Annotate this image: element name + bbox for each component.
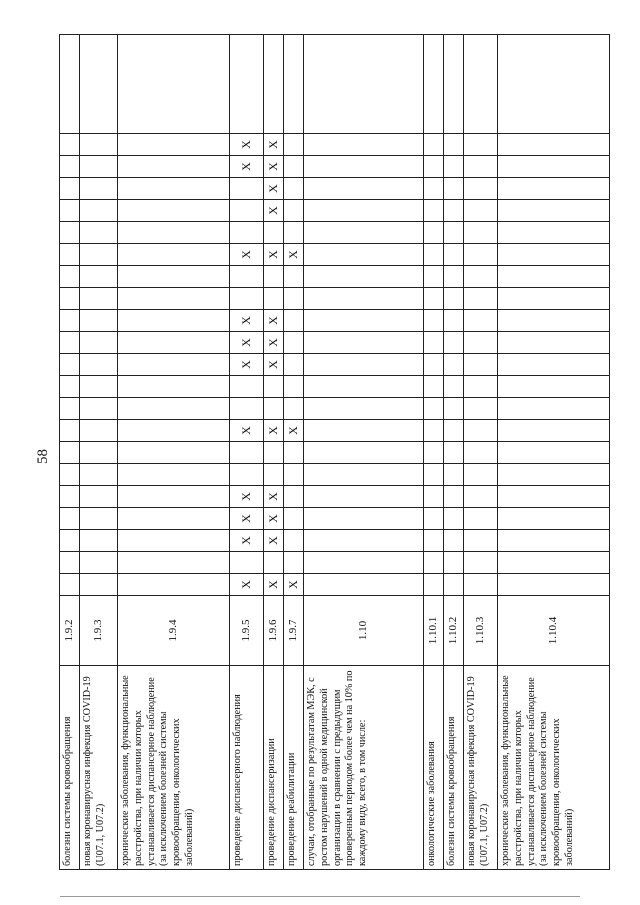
empty-cell — [80, 134, 118, 156]
empty-cell — [60, 288, 80, 310]
row-code: 1.10.2 — [444, 596, 464, 666]
empty-cell — [80, 156, 118, 178]
cross-mark: X — [264, 332, 284, 354]
empty-cell — [230, 288, 264, 310]
empty-cell — [444, 178, 464, 200]
row-label: случаи, отобранные по результатам МЭК, с ростом нарушений в одной медицинской организации в сравнении с предыдущим проверенным периодом более чем на 10% по каждому виду, всего, в том числе: — [304, 666, 424, 870]
table-row — [498, 35, 610, 870]
empty-cell — [498, 35, 610, 134]
empty-cell — [444, 420, 464, 442]
empty-cell — [230, 398, 264, 420]
row-code: 1.9.2 — [60, 596, 80, 666]
row-label: хронические заболевания, функциональные расстройства, при наличии которых устанавливается диспансерное наблюдение (за исключением болезней системы кровообращения, онкологических заболеваний) — [498, 666, 610, 870]
empty-cell — [60, 398, 80, 420]
empty-cell — [464, 354, 498, 376]
empty-cell — [444, 442, 464, 464]
row-code: 1.10.4 — [498, 596, 610, 666]
empty-cell — [284, 35, 304, 134]
empty-cell — [60, 134, 80, 156]
empty-cell — [118, 530, 230, 552]
empty-cell — [498, 574, 610, 596]
empty-cell — [80, 376, 118, 398]
empty-cell — [60, 552, 80, 574]
empty-cell — [284, 486, 304, 508]
empty-cell — [284, 156, 304, 178]
empty-cell — [60, 156, 80, 178]
empty-cell — [80, 244, 118, 266]
empty-cell — [464, 134, 498, 156]
table-row — [304, 35, 424, 870]
empty-cell — [264, 288, 284, 310]
empty-cell — [424, 35, 444, 134]
empty-cell — [304, 376, 424, 398]
table-row — [118, 35, 230, 870]
empty-cell — [118, 420, 230, 442]
empty-cell — [498, 442, 610, 464]
empty-cell — [118, 156, 230, 178]
table-row — [284, 35, 304, 870]
empty-cell — [464, 266, 498, 288]
empty-cell — [498, 310, 610, 332]
empty-cell — [80, 332, 118, 354]
empty-cell — [424, 200, 444, 222]
empty-cell — [444, 464, 464, 486]
empty-cell — [498, 508, 610, 530]
empty-cell — [464, 156, 498, 178]
empty-cell — [264, 552, 284, 574]
empty-cell — [464, 552, 498, 574]
empty-cell — [424, 552, 444, 574]
empty-cell — [424, 310, 444, 332]
empty-cell — [118, 552, 230, 574]
empty-cell — [230, 376, 264, 398]
empty-cell — [444, 288, 464, 310]
cross-mark: X — [284, 574, 304, 596]
empty-cell — [60, 222, 80, 244]
empty-cell — [60, 244, 80, 266]
empty-cell — [464, 486, 498, 508]
empty-cell — [444, 156, 464, 178]
empty-cell — [60, 200, 80, 222]
empty-cell — [444, 508, 464, 530]
cross-mark: X — [230, 244, 264, 266]
empty-cell — [498, 156, 610, 178]
empty-cell — [60, 354, 80, 376]
empty-cell — [424, 288, 444, 310]
empty-cell — [60, 530, 80, 552]
table-row — [264, 35, 284, 870]
empty-cell — [80, 574, 118, 596]
empty-cell — [60, 464, 80, 486]
empty-cell — [80, 266, 118, 288]
cross-mark: X — [264, 134, 284, 156]
row-label: проведение диспансеризации — [264, 666, 284, 870]
empty-cell — [498, 332, 610, 354]
empty-cell — [498, 134, 610, 156]
cross-mark: X — [284, 420, 304, 442]
empty-cell — [80, 486, 118, 508]
row-label: новая коронавирусная инфекция COVID-19 (U07.1, U07.2) — [464, 666, 498, 870]
empty-cell — [284, 266, 304, 288]
row-code: 1.10.3 — [464, 596, 498, 666]
empty-cell — [464, 398, 498, 420]
cross-mark: X — [264, 486, 284, 508]
cross-mark: X — [264, 310, 284, 332]
empty-cell — [304, 134, 424, 156]
empty-cell — [304, 398, 424, 420]
cross-mark: X — [264, 530, 284, 552]
row-label: онкологические заболевания — [424, 666, 444, 870]
empty-cell — [424, 464, 444, 486]
cross-mark: X — [264, 178, 284, 200]
empty-cell — [284, 442, 304, 464]
empty-cell — [424, 398, 444, 420]
empty-cell — [284, 464, 304, 486]
cross-mark: X — [230, 156, 264, 178]
empty-cell — [464, 530, 498, 552]
row-code: 1.10.1 — [424, 596, 444, 666]
rotated-table-wrapper — [59, 34, 609, 870]
row-label: хронические заболевания, функциональные расстройства, при наличии которых устанавливается диспансерное наблюдение (за исключением болезней системы кровообращения, онкологических заболеваний) — [118, 666, 230, 870]
empty-cell — [464, 35, 498, 134]
empty-cell — [118, 486, 230, 508]
empty-cell — [80, 222, 118, 244]
empty-cell — [284, 376, 304, 398]
empty-cell — [498, 222, 610, 244]
row-code: 1.9.5 — [230, 596, 264, 666]
empty-cell — [304, 420, 424, 442]
empty-cell — [444, 310, 464, 332]
empty-cell — [498, 420, 610, 442]
cross-mark: X — [264, 574, 284, 596]
empty-cell — [284, 288, 304, 310]
empty-cell — [424, 530, 444, 552]
empty-cell — [230, 442, 264, 464]
table-row — [80, 35, 118, 870]
empty-cell — [424, 178, 444, 200]
cross-mark: X — [264, 508, 284, 530]
cross-mark: X — [264, 156, 284, 178]
empty-cell — [80, 442, 118, 464]
empty-cell — [444, 574, 464, 596]
empty-cell — [60, 486, 80, 508]
empty-cell — [118, 134, 230, 156]
empty-cell — [60, 332, 80, 354]
empty-cell — [304, 35, 424, 134]
empty-cell — [264, 35, 284, 134]
empty-cell — [230, 266, 264, 288]
empty-cell — [80, 530, 118, 552]
empty-cell — [304, 574, 424, 596]
empty-cell — [118, 376, 230, 398]
empty-cell — [284, 134, 304, 156]
empty-cell — [444, 200, 464, 222]
empty-cell — [444, 486, 464, 508]
empty-cell — [444, 35, 464, 134]
empty-cell — [498, 200, 610, 222]
empty-cell — [498, 244, 610, 266]
empty-cell — [424, 442, 444, 464]
empty-cell — [464, 222, 498, 244]
empty-cell — [444, 222, 464, 244]
empty-cell — [80, 508, 118, 530]
empty-cell — [60, 508, 80, 530]
empty-cell — [230, 35, 264, 134]
empty-cell — [464, 420, 498, 442]
cross-mark: X — [230, 420, 264, 442]
empty-cell — [464, 464, 498, 486]
empty-cell — [80, 310, 118, 332]
empty-cell — [464, 376, 498, 398]
empty-cell — [424, 354, 444, 376]
empty-cell — [304, 530, 424, 552]
cross-mark: X — [264, 420, 284, 442]
empty-cell — [284, 398, 304, 420]
empty-cell — [464, 178, 498, 200]
empty-cell — [464, 508, 498, 530]
empty-cell — [464, 442, 498, 464]
empty-cell — [304, 332, 424, 354]
empty-cell — [60, 442, 80, 464]
empty-cell — [60, 376, 80, 398]
cross-mark: X — [230, 486, 264, 508]
empty-cell — [230, 178, 264, 200]
empty-cell — [498, 266, 610, 288]
empty-cell — [304, 354, 424, 376]
empty-cell — [80, 420, 118, 442]
empty-cell — [444, 354, 464, 376]
cross-mark: X — [230, 310, 264, 332]
empty-cell — [498, 530, 610, 552]
empty-cell — [264, 398, 284, 420]
empty-cell — [304, 178, 424, 200]
empty-cell — [464, 310, 498, 332]
empty-cell — [60, 574, 80, 596]
empty-cell — [80, 552, 118, 574]
empty-cell — [118, 442, 230, 464]
cross-mark: X — [264, 244, 284, 266]
empty-cell — [118, 244, 230, 266]
empty-cell — [284, 222, 304, 244]
row-code: 1.9.7 — [284, 596, 304, 666]
empty-cell — [444, 530, 464, 552]
table-row — [60, 35, 80, 870]
empty-cell — [444, 134, 464, 156]
empty-cell — [464, 288, 498, 310]
empty-cell — [424, 376, 444, 398]
empty-cell — [444, 376, 464, 398]
empty-cell — [424, 244, 444, 266]
cross-mark: X — [264, 354, 284, 376]
empty-cell — [444, 398, 464, 420]
empty-cell — [80, 35, 118, 134]
empty-cell — [230, 464, 264, 486]
empty-cell — [444, 332, 464, 354]
empty-cell — [264, 266, 284, 288]
cross-mark: X — [230, 508, 264, 530]
empty-cell — [498, 552, 610, 574]
empty-cell — [264, 222, 284, 244]
empty-cell — [424, 420, 444, 442]
row-code: 1.10 — [304, 596, 424, 666]
empty-cell — [424, 156, 444, 178]
empty-cell — [80, 354, 118, 376]
empty-cell — [284, 310, 304, 332]
empty-cell — [444, 552, 464, 574]
cross-mark: X — [264, 200, 284, 222]
empty-cell — [230, 222, 264, 244]
cross-mark: X — [230, 134, 264, 156]
table-row — [464, 35, 498, 870]
empty-cell — [60, 266, 80, 288]
empty-cell — [284, 508, 304, 530]
empty-cell — [444, 266, 464, 288]
empty-cell — [464, 574, 498, 596]
empty-cell — [304, 222, 424, 244]
empty-cell — [80, 398, 118, 420]
empty-cell — [284, 332, 304, 354]
empty-cell — [304, 442, 424, 464]
empty-cell — [464, 244, 498, 266]
empty-cell — [284, 552, 304, 574]
empty-cell — [80, 200, 118, 222]
row-code: 1.9.6 — [264, 596, 284, 666]
empty-cell — [80, 288, 118, 310]
empty-cell — [304, 266, 424, 288]
empty-cell — [60, 35, 80, 134]
empty-cell — [444, 244, 464, 266]
empty-cell — [80, 178, 118, 200]
empty-cell — [264, 376, 284, 398]
empty-cell — [284, 178, 304, 200]
empty-cell — [464, 200, 498, 222]
empty-cell — [118, 398, 230, 420]
empty-cell — [118, 266, 230, 288]
empty-cell — [60, 310, 80, 332]
empty-cell — [118, 508, 230, 530]
empty-cell — [60, 178, 80, 200]
empty-cell — [304, 464, 424, 486]
empty-cell — [264, 442, 284, 464]
empty-cell — [498, 178, 610, 200]
empty-cell — [424, 508, 444, 530]
row-label: болезни системы кровообращения — [444, 666, 464, 870]
empty-cell — [284, 200, 304, 222]
empty-cell — [118, 35, 230, 134]
empty-cell — [498, 486, 610, 508]
row-code: 1.9.3 — [80, 596, 118, 666]
empty-cell — [304, 310, 424, 332]
empty-cell — [118, 222, 230, 244]
empty-cell — [118, 574, 230, 596]
empty-cell — [304, 508, 424, 530]
empty-cell — [498, 464, 610, 486]
row-label: проведение диспансерного наблюдения — [230, 666, 264, 870]
empty-cell — [304, 288, 424, 310]
empty-cell — [424, 134, 444, 156]
empty-cell — [118, 332, 230, 354]
row-label: новая коронавирусная инфекция COVID-19 (U07.1, U07.2) — [80, 666, 118, 870]
empty-cell — [304, 244, 424, 266]
empty-cell — [118, 178, 230, 200]
empty-cell — [304, 200, 424, 222]
cross-mark: X — [284, 244, 304, 266]
empty-cell — [498, 354, 610, 376]
table-row — [444, 35, 464, 870]
empty-cell — [118, 288, 230, 310]
empty-cell — [498, 288, 610, 310]
empty-cell — [80, 464, 118, 486]
empty-cell — [284, 354, 304, 376]
cross-mark: X — [230, 332, 264, 354]
cross-mark: X — [230, 574, 264, 596]
page-bottom-rule — [60, 896, 580, 897]
row-label: болезни системы кровообращения — [60, 666, 80, 870]
row-code: 1.9.4 — [118, 596, 230, 666]
empty-cell — [304, 486, 424, 508]
empty-cell — [118, 200, 230, 222]
table-row — [230, 35, 264, 870]
empty-cell — [424, 486, 444, 508]
empty-cell — [464, 332, 498, 354]
empty-cell — [230, 200, 264, 222]
empty-cell — [424, 574, 444, 596]
empty-cell — [424, 332, 444, 354]
cross-mark: X — [230, 530, 264, 552]
page-number: 58 — [35, 449, 51, 464]
empty-cell — [304, 552, 424, 574]
indicator-table — [59, 34, 610, 870]
empty-cell — [304, 156, 424, 178]
empty-cell — [230, 552, 264, 574]
empty-cell — [60, 420, 80, 442]
empty-cell — [498, 398, 610, 420]
empty-cell — [118, 310, 230, 332]
empty-cell — [264, 464, 284, 486]
empty-cell — [498, 376, 610, 398]
row-label: проведение реабилитации — [284, 666, 304, 870]
cross-mark: X — [230, 354, 264, 376]
empty-cell — [118, 354, 230, 376]
empty-cell — [424, 222, 444, 244]
table-row — [424, 35, 444, 870]
empty-cell — [118, 464, 230, 486]
empty-cell — [284, 530, 304, 552]
empty-cell — [424, 266, 444, 288]
